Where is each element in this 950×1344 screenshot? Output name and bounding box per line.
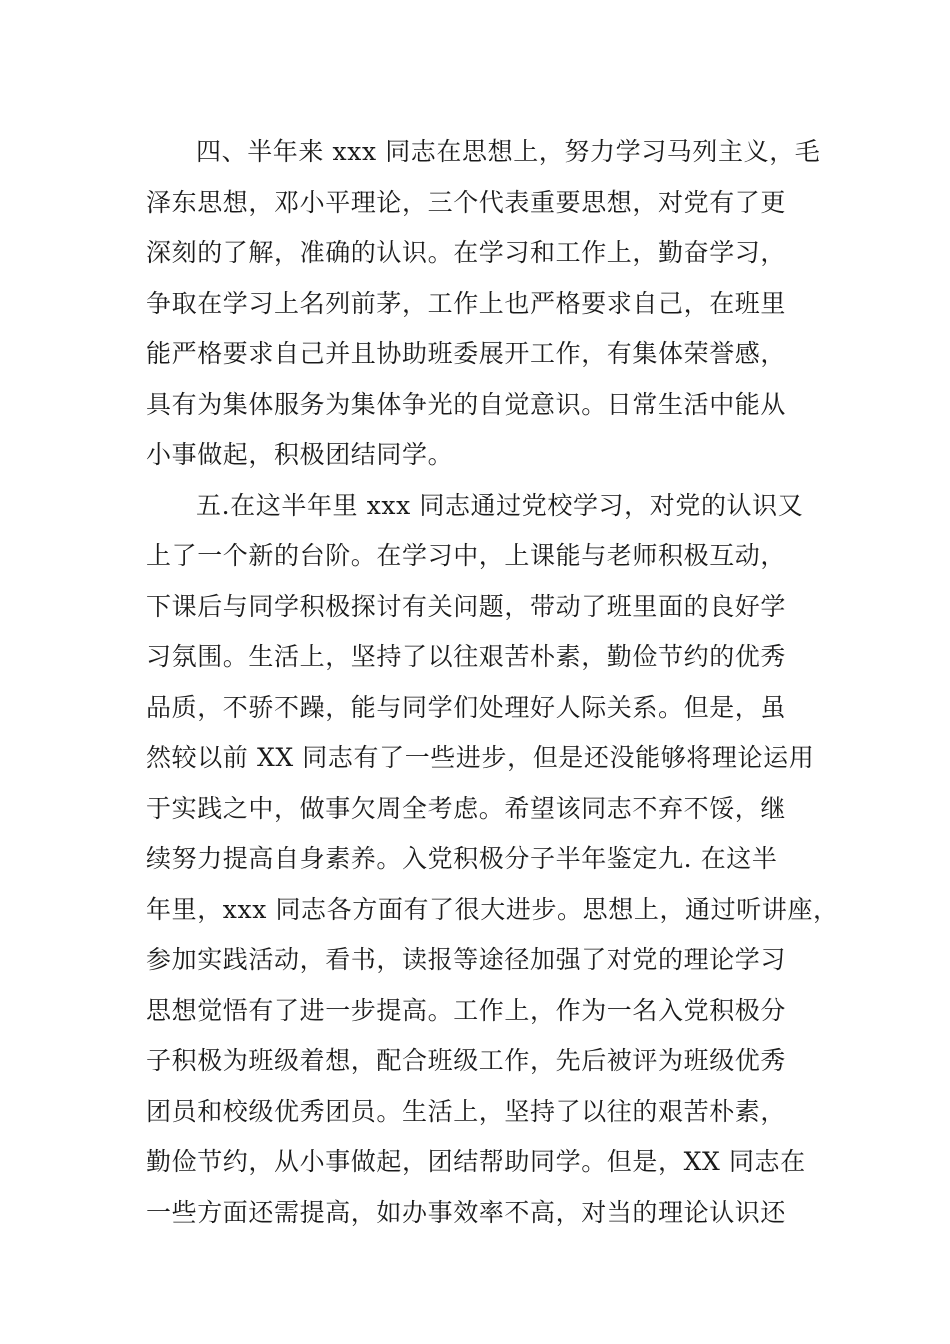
paragraph-four	[146, 127, 821, 481]
text-line: 下课后与同学积极探讨有关问题，带动了班里面的良好学	[146, 591, 787, 621]
paragraph-five	[146, 481, 839, 1239]
text-line: 五.在这半年里 xxx 同志通过党校学习，对党的认识又	[196, 490, 804, 520]
text-line: 思想觉悟有了进一步提高。工作上，作为一名入党积极分	[146, 995, 787, 1025]
text-line: 然较以前 XX 同志有了一些进步，但是还没能够将理论运用	[146, 743, 815, 772]
text-line: 品质，不骄不躁，能与同学们处理好人际关系。但是，虽	[146, 692, 787, 722]
text-line: 一些方面还需提高，如办事效率不高，对当的理论认识还	[146, 1197, 787, 1227]
text-line: 勤俭节约，从小事做起，团结帮助同学。但是，XX 同志在	[146, 1147, 806, 1176]
text-line: 能严格要求自己并且协助班委展开工作，有集体荣誉感，	[146, 339, 787, 368]
text-line: 习氛围。生活上，坚持了以往艰苦朴素，勤俭节约的优秀	[146, 642, 787, 671]
text-line: 深刻的了解，准确的认识。在学习和工作上，勤奋学习，	[146, 238, 787, 267]
text-line: 子积极为班级着想，配合班级工作，先后被评为班级优秀	[146, 1046, 787, 1075]
text-line: 参加实践活动，看书，读报等途径加强了对党的理论学习	[146, 945, 787, 974]
document-body	[146, 127, 839, 1238]
text-line: 年里，xxx 同志各方面有了很大进步。思想上，通过听讲座，	[146, 894, 839, 924]
text-line: 具有为集体服务为集体争光的自觉意识。日常生活中能从	[146, 389, 787, 419]
text-line: 泽东思想，邓小平理论，三个代表重要思想，对党有了更	[146, 187, 787, 217]
text-line: 四、半年来 xxx 同志在思想上，努力学习马列主义，毛	[196, 137, 821, 166]
text-line: 续努力提高自身素养。入党积极分子半年鉴定九. 在这半	[146, 844, 778, 873]
text-line: 小事做起，积极团结同学。	[146, 440, 454, 469]
text-line: 团员和校级优秀团员。生活上，坚持了以往的艰苦朴素，	[146, 1096, 787, 1126]
text-line: 争取在学习上名列前茅，工作上也严格要求自己，在班里	[146, 288, 787, 318]
text-line: 上了一个新的台阶。在学习中，上课能与老师积极互动，	[146, 541, 787, 570]
text-line: 于实践之中，做事欠周全考虑。希望该同志不弃不馁，继	[146, 793, 787, 823]
